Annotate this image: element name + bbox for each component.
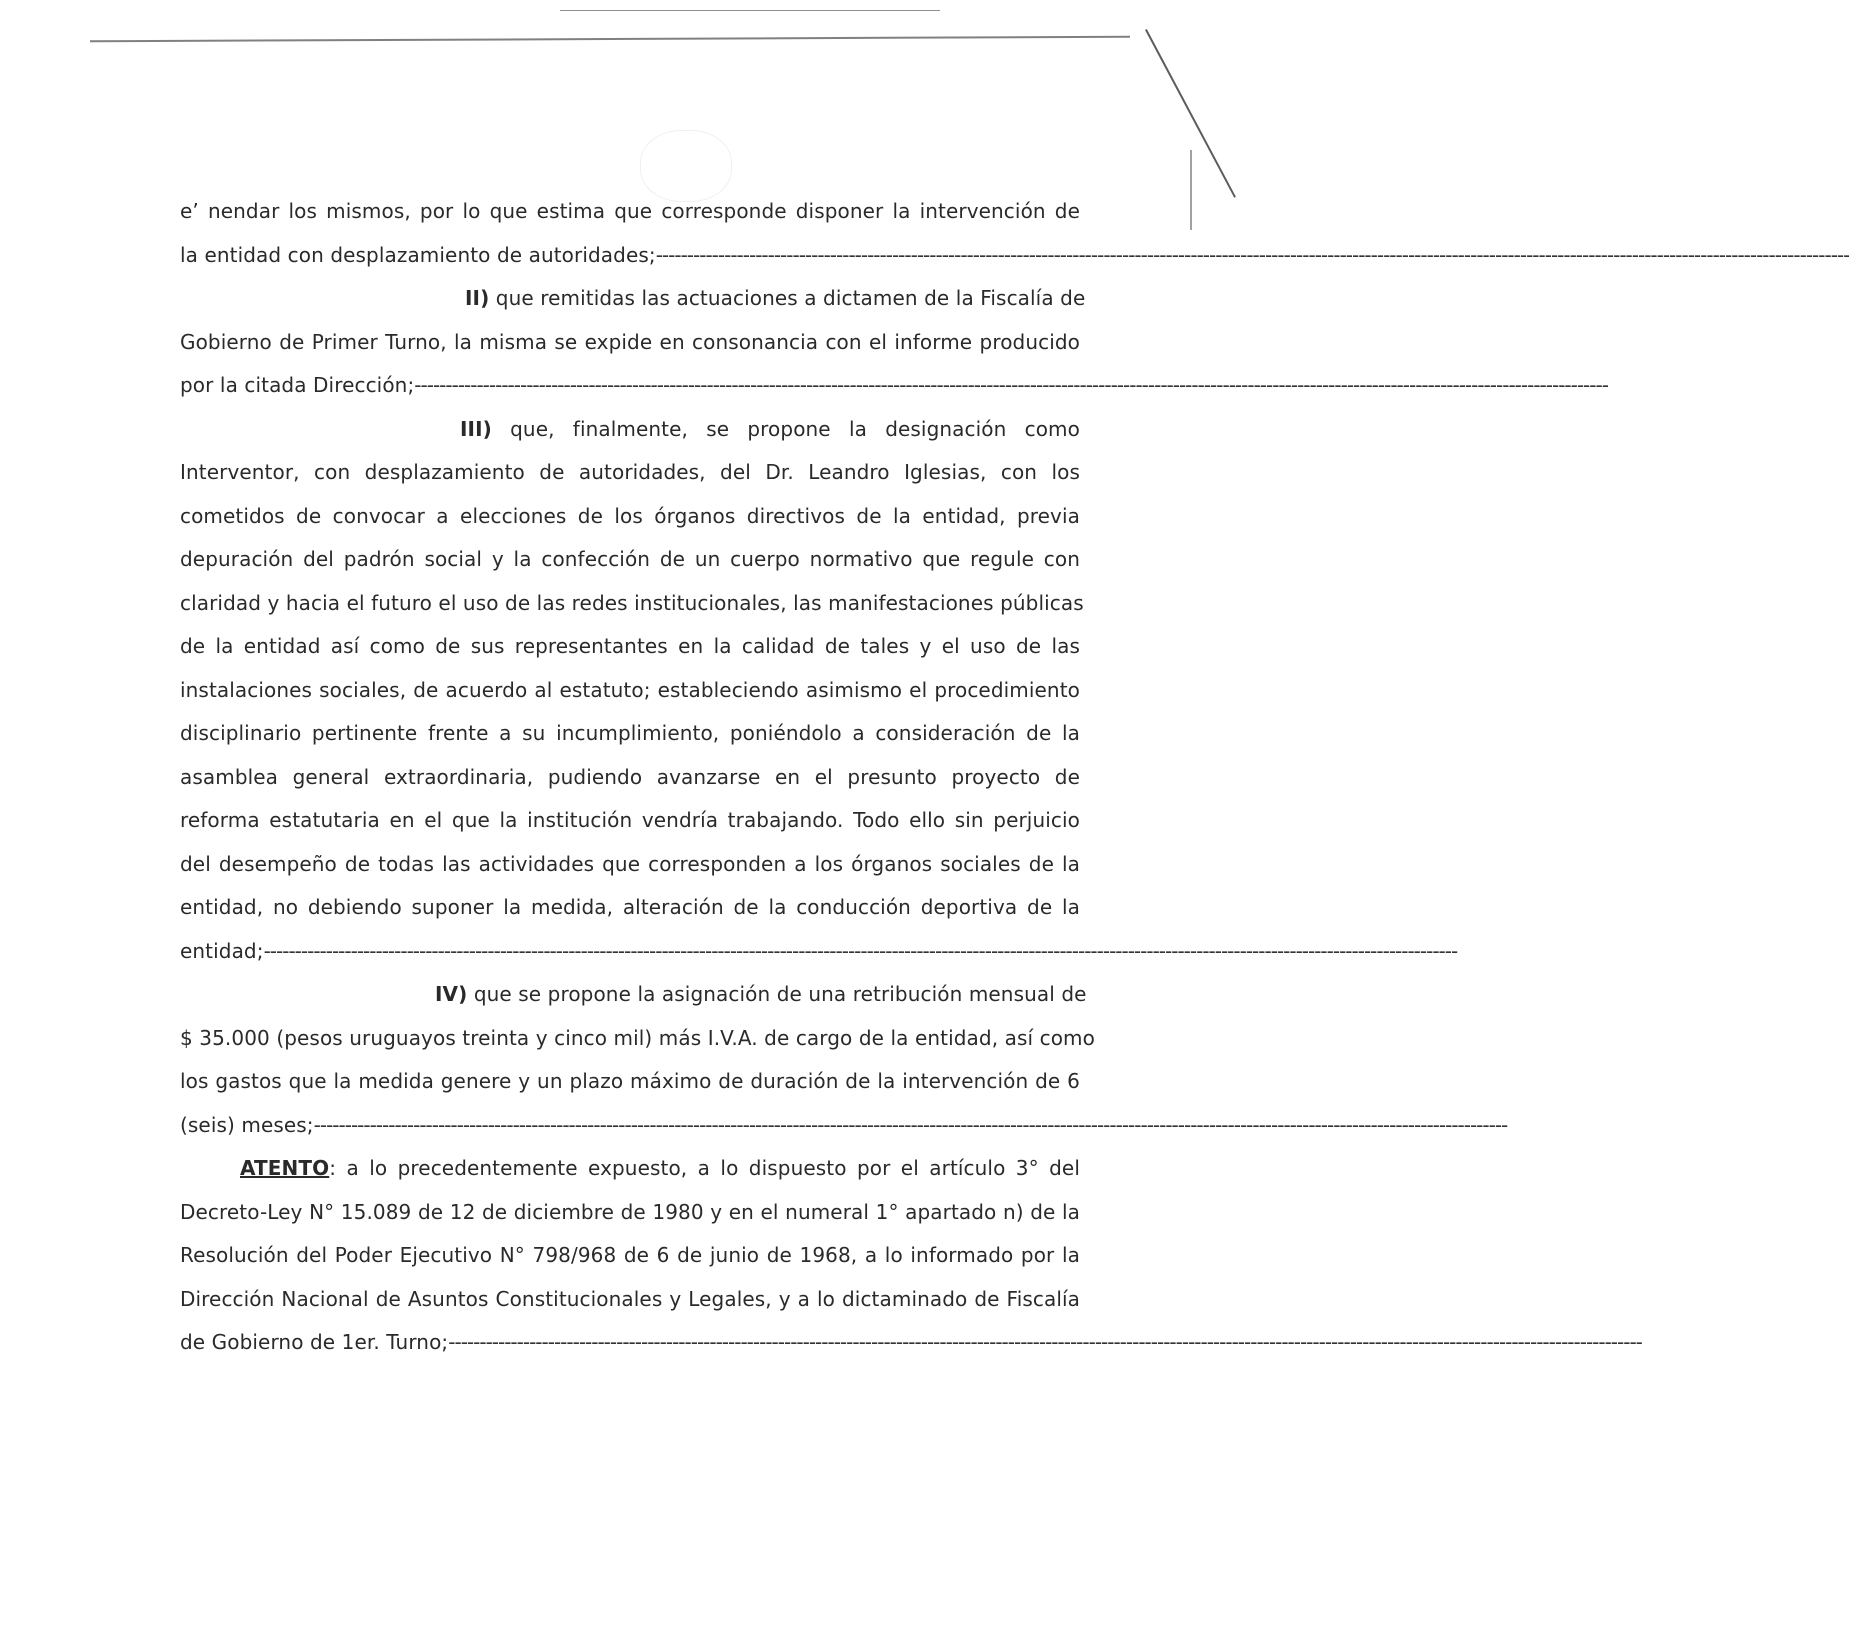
text-line: los gastos que la medida genere y un plazo máximo de duración de la intervención de 6 (180, 1069, 1080, 1093)
paragraph-iii (180, 408, 1080, 452)
dash-fill: ------------------------------------------------------------------------------------------------------------------------------------------------------------------------------------------------ (313, 1112, 1508, 1137)
paragraph-atento (180, 1147, 1080, 1191)
text-line: Gobierno de Primer Turno, la misma se expide en consonancia con el informe producido (180, 329, 1080, 354)
dash-fill: ------------------------------------------------------------------------------------------------------------------------------------------------------------------------------------------------ (414, 373, 1608, 397)
marker-iv: IV) (435, 982, 468, 1006)
line-text: : a lo precedentemente expuesto, a lo dispuesto por el artículo 3° del (329, 1156, 1080, 1180)
text-line: del desempeño de todas las actividades que corresponden a los órganos sociales de la (180, 851, 1080, 876)
text-line: instalaciones sociales, de acuerdo al estatuto; estableciendo asimismo el procedimiento (180, 677, 1080, 702)
text-line: Interventor, con desplazamiento de autoridades, del Dr. Leandro Iglesias, con los (180, 460, 1080, 484)
paragraph-ii (180, 277, 1086, 321)
atento-label: ATENTO (240, 1156, 330, 1180)
line-text: (seis) meses; (180, 1112, 314, 1137)
dash-fill: ------------------------------------------------------------------------------------------------------------------------------------------------------------------------------------------------ (263, 938, 1458, 963)
line-text: que se propone la asignación de una retribución mensual de (473, 982, 1087, 1006)
marker-ii: II) (465, 286, 490, 310)
line-text: que, finalmente, se propone la designación como (510, 416, 1080, 441)
scan-edge-top (90, 36, 1130, 43)
text-line: Resolución del Poder Ejecutivo N° 798/968 de 6 de junio de 1968, a lo informado por la (180, 1243, 1080, 1267)
document-body (180, 190, 1849, 1365)
text-line: Dirección Nacional de Asuntos Constitucionales y Legales, y a lo dictaminado de Fiscalía (180, 1286, 1080, 1311)
text-line: Decreto-Ley N° 15.089 de 12 de diciembre de 1980 y en el numeral 1° apartado n) de la (180, 1199, 1080, 1224)
text-line: asamblea general extraordinaria, pudiendo avanzarse en el presunto proyecto de (180, 764, 1080, 789)
text-line: depuración del padrón social y la confección de un cuerpo normativo que regule con (180, 547, 1080, 571)
text-line (180, 364, 1608, 408)
text-line (180, 234, 1849, 278)
text-line: e’ nendar los mismos, por lo que estima que corresponde disponer la intervención de (180, 199, 1080, 223)
text-line: $ 35.000 (pesos uruguayos treinta y cinco mil) más I.V.A. de cargo de la entidad, así como (180, 1025, 1095, 1050)
text-line (180, 930, 1458, 974)
line-text: que remitidas las actuaciones a dictamen de la Fiscalía de (495, 286, 1086, 310)
marker-iii: III) (460, 416, 492, 441)
paragraph-iv (180, 973, 1087, 1017)
dash-fill: ------------------------------------------------------------------------------------------------------------------------------------------------------------------------------------------------ (448, 1330, 1642, 1354)
scan-edge-top-secondary (560, 10, 940, 11)
text-line: claridad y hacia el futuro el uso de las redes institucionales, las manifestaciones públicas (180, 590, 1084, 615)
line-text: de Gobierno de 1er. Turno; (180, 1330, 449, 1354)
text-line: cometidos de convocar a elecciones de los órganos directivos de la entidad, previa (180, 503, 1080, 528)
dash-fill: ------------------------------------------------------------------------------------------------------------------------------------------------------------------------------------------------ (655, 242, 1849, 267)
line-text: por la citada Dirección; (180, 373, 415, 397)
text-line: de la entidad así como de sus representantes en la calidad de tales y el uso de las (180, 634, 1080, 658)
text-line (180, 1104, 1508, 1148)
text-line: reforma estatutaria en el que la institución vendría trabajando. Todo ello sin perjuicio (180, 808, 1080, 832)
line-text: la entidad con desplazamiento de autoridades; (180, 242, 656, 267)
text-line (180, 1321, 1642, 1365)
scan-edge-right (1190, 150, 1192, 230)
text-line: disciplinario pertinente frente a su incumplimiento, poniéndolo a consideración de la (180, 721, 1080, 745)
line-text: entidad; (180, 938, 264, 963)
text-line: entidad, no debiendo suponer la medida, alteración de la conducción deportiva de la (180, 895, 1080, 919)
